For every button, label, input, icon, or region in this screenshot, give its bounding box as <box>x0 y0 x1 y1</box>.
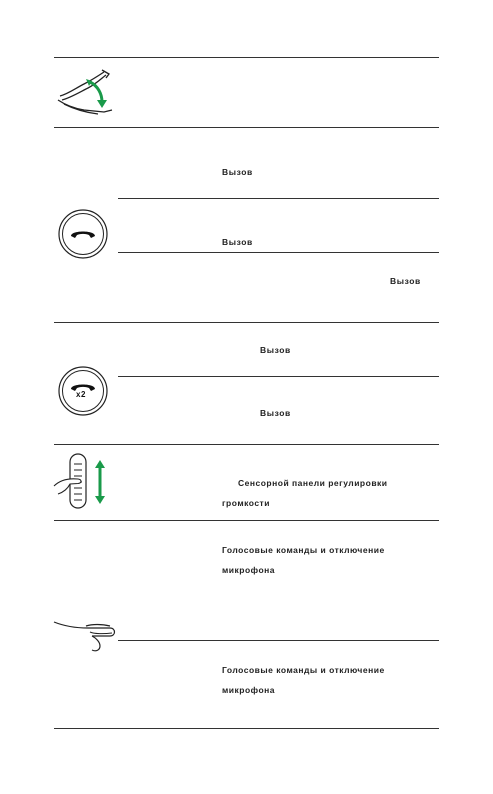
voice-commands-label <box>222 540 422 580</box>
call-label: Вызов <box>260 345 291 355</box>
divider <box>118 252 439 253</box>
divider <box>54 57 439 58</box>
voice-commands-label-line2: микрофона <box>222 565 276 575</box>
end-call-button-icon <box>57 208 109 260</box>
volume-panel-label <box>222 473 422 513</box>
volume-panel-label-line2: громкости <box>222 498 270 508</box>
divider <box>54 520 439 521</box>
call-label: Вызов <box>260 408 291 418</box>
divider <box>118 640 439 641</box>
tap-boom-arm-icon <box>52 616 122 660</box>
divider <box>54 127 439 128</box>
divider <box>54 444 439 445</box>
double-press-badge: x2 <box>76 390 86 399</box>
call-label: Вызов <box>390 276 421 286</box>
voice-commands-label-line1: Голосовые команды и отключение <box>222 665 385 675</box>
divider <box>118 376 439 377</box>
volume-touch-panel-icon <box>52 452 112 512</box>
voice-commands-label <box>222 660 422 700</box>
voice-commands-label-line1: Голосовые команды и отключение <box>222 545 385 555</box>
divider <box>54 322 439 323</box>
voice-commands-label-line2: микрофона <box>222 685 276 695</box>
volume-panel-label-line1: Сенсорной панели регулировки <box>238 478 388 488</box>
boom-arm-icon <box>54 64 116 120</box>
call-label: Вызов <box>222 237 253 247</box>
call-label: Вызов <box>222 167 253 177</box>
divider <box>54 728 439 729</box>
divider <box>118 198 439 199</box>
